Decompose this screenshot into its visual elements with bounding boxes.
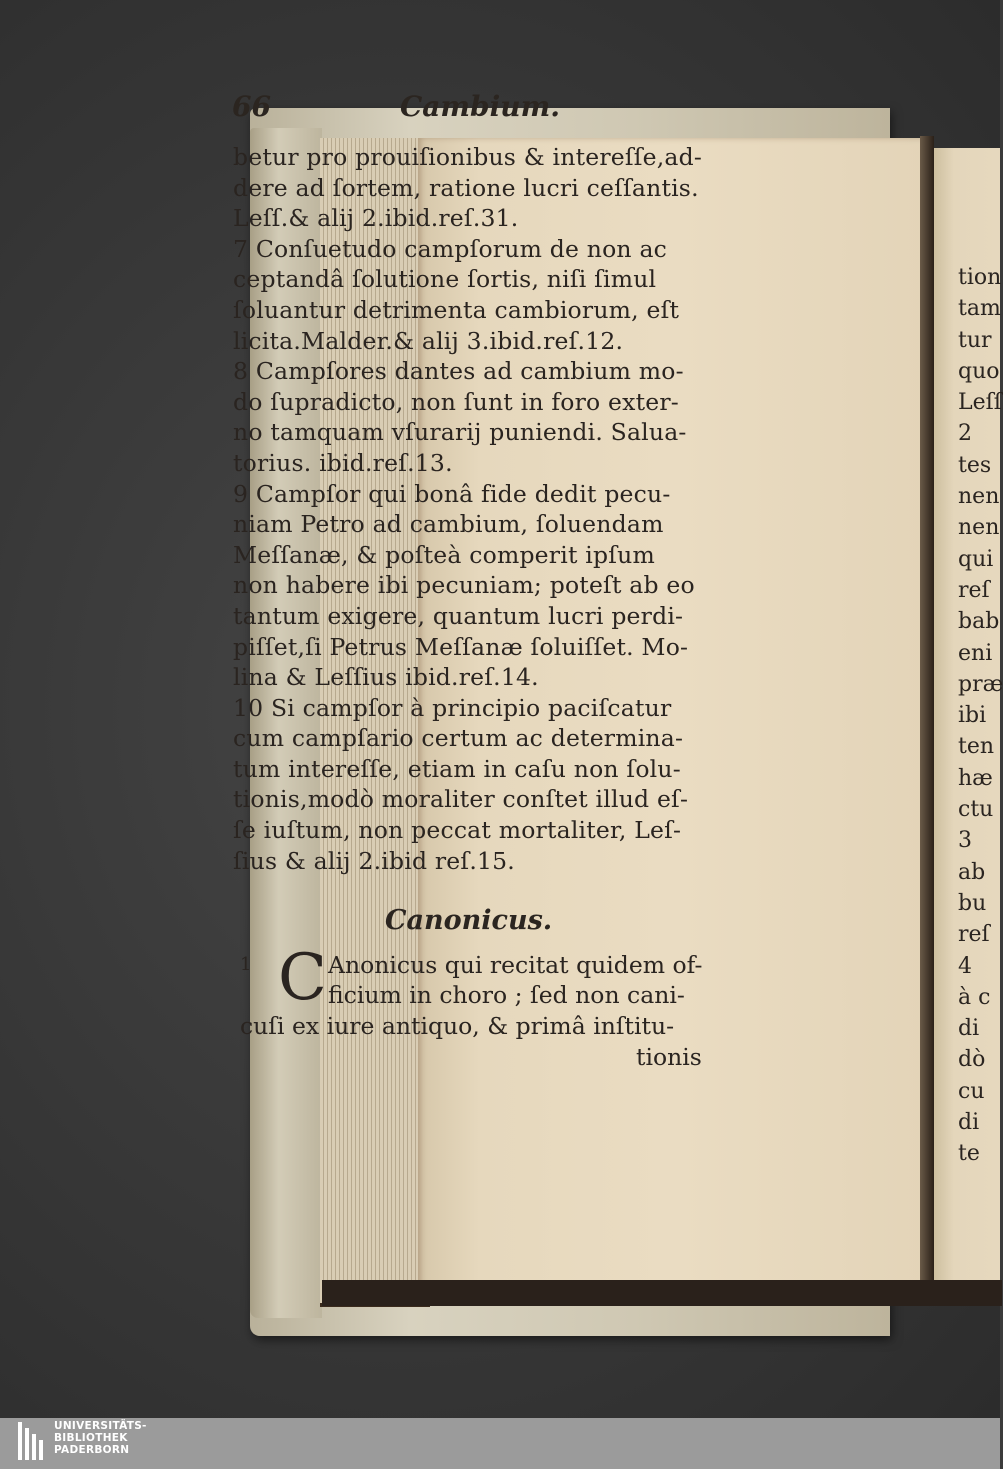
facing-text-fragment: 3: [958, 828, 972, 854]
text-line: do ſupradicto, non ſunt in foro exter-: [233, 387, 679, 416]
text-line: lina & Leſſius ibid.reſ.14.: [233, 663, 539, 692]
facing-text-fragment: ctu: [958, 797, 994, 823]
facing-text-fragment: ab: [958, 859, 986, 885]
facing-text-fragment: di: [958, 1110, 980, 1136]
paragraph-number: 1: [240, 954, 252, 975]
text-line: betur pro prouiſionibus & intereſſe,ad-: [233, 143, 703, 171]
text-line: 8 Campſores dantes ad cambium mo-: [233, 357, 684, 386]
text-line: ceptandâ ſolutione ſortis, niſi ſimul: [233, 265, 657, 294]
text-line: ſe iuſtum, non peccat mortaliter, Leſ-: [233, 816, 682, 845]
facing-text-fragment: reſ: [958, 922, 990, 948]
text-line: Leſſ.& alij 2.ibid.reſ.31.: [233, 204, 519, 233]
main-text: [233, 142, 703, 876]
bottom-board: [322, 1280, 1002, 1306]
library-logo-icon: [18, 1422, 48, 1460]
facing-text-fragment: quo: [958, 358, 1000, 384]
paragraph-line: cuſi ex iure antiquo, & primâ inſtitu-: [240, 1012, 675, 1040]
facing-text-fragment: tes: [958, 452, 992, 478]
section-heading: Canonicus.: [385, 905, 553, 936]
text-line: non habere ibi pecuniam; poteſt ab eo: [233, 571, 695, 600]
facing-text-fragment: à c: [958, 984, 991, 1010]
facing-text-fragment: hæ: [958, 765, 993, 791]
facing-text-fragment: bab: [958, 609, 1000, 635]
library-name-line: PADERBORN: [54, 1444, 130, 1456]
catchword: tionis: [636, 1043, 702, 1071]
text-line: 9 Campſor qui bonâ fide dedit pecu-: [233, 479, 671, 508]
text-line: ſoluantur detrimenta cambiorum, eſt: [233, 295, 680, 324]
drop-cap: C: [278, 941, 327, 1015]
paragraph-line: ficium in choro ; ſed non cani-: [328, 981, 685, 1009]
text-line: tantum exigere, quantum lucri perdi-: [233, 601, 684, 630]
canonicus-paragraph: [240, 941, 703, 1074]
text-line: torius. ibid.reſ.13.: [233, 448, 453, 477]
text-line: no tamquam vſurarij puniendi. Salua-: [233, 418, 687, 447]
text-line: 7 Conſuetudo campſorum de non ac: [233, 234, 668, 263]
library-name-line: UNIVERSITÄTS-: [54, 1420, 147, 1432]
paragraph-line: Anonicus qui recitat quidem of-: [328, 951, 703, 979]
facing-text-fragment: nen: [958, 515, 1000, 541]
library-name: [54, 1420, 147, 1456]
facing-text-fragment: tion: [958, 265, 1002, 290]
facing-page-text: [958, 262, 1003, 1170]
text-line: cum campſario certum ac determina-: [233, 724, 684, 753]
text-line: ſius & alij 2.ibid reſ.15.: [233, 846, 515, 875]
text-line: 10 Si campſor à principio paciſcatur: [233, 693, 672, 722]
library-name-line: BIBLIOTHEK: [54, 1432, 128, 1444]
facing-text-fragment: Leſſ: [958, 390, 1002, 416]
facing-text-fragment: di: [958, 1016, 980, 1042]
footer-bar: [0, 1418, 1000, 1469]
facing-text-fragment: bu: [958, 890, 987, 916]
text-line: Meſſanæ, & poſteà comperit ipſum: [233, 540, 655, 569]
text-line: licita.Malder.& alij 3.ibid.reſ.12.: [233, 326, 624, 355]
facing-text-fragment: tur: [958, 327, 992, 353]
text-line: niam Petro ad cambium, ſoluendam: [233, 510, 664, 539]
facing-text-fragment: 4: [958, 953, 972, 979]
facing-text-fragment: ibi: [958, 703, 987, 729]
facing-text-fragment: eni: [958, 640, 993, 666]
running-title: Cambium.: [400, 90, 561, 123]
facing-text-fragment: tam: [958, 296, 1001, 322]
gutter: [920, 136, 934, 1306]
text-line: dere ad ſortem, ratione lucri ceſſantis.: [233, 173, 699, 202]
facing-text-fragment: ten: [958, 734, 995, 760]
facing-text-fragment: cu: [958, 1078, 985, 1104]
facing-text-fragment: te: [958, 1141, 980, 1167]
text-line: tionis,modò moraliter conſtet illud eſ-: [233, 785, 689, 814]
text-line: tum intereſſe, etiam in caſu non ſolu-: [233, 754, 681, 783]
facing-text-fragment: reſ: [958, 577, 990, 603]
text-line: piſſet,ſi Petrus Meſſanæ ſoluiſſet. Mo-: [233, 632, 689, 661]
facing-text-fragment: præ: [958, 671, 1003, 697]
facing-text-fragment: dò: [958, 1047, 986, 1073]
facing-text-fragment: 2: [958, 421, 972, 447]
page-number: 66: [232, 90, 271, 123]
facing-text-fragment: nen: [958, 484, 1000, 510]
facing-text-fragment: qui: [958, 546, 994, 572]
